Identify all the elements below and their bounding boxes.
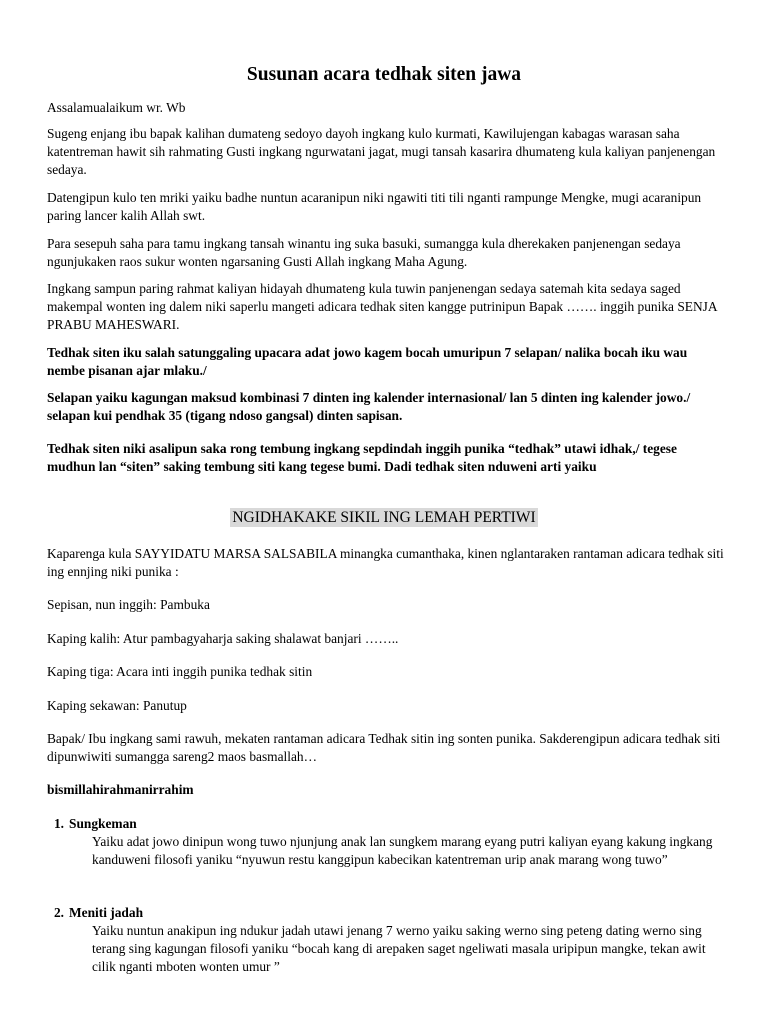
greeting-paragraph: Assalamualaikum wr. Wb: [47, 100, 186, 115]
step-description: Yaiku nuntun anakipun ing ndukur jadah utawi jenang 7 werno yaiku saking werno sing peteng dating werno sing terang sing kagungan filosofi yaniku “bocah kang di arepaken saget ngeliwati masala uripipun mangke, tekan awit cilik nganti mboten wonten umur ”: [92, 923, 706, 974]
occasion-paragraph: Ingkang sampun paring rahmat kaliyan hidayah dhumateng kula tuwin panjenengan sedaya satemah kita sedaya saged makempal wonten ing dalem niki saperlu mangeti adicara tedhak siten kangge putrinipun Bapak ……. inggih punika SENJA PRABU MAHESWARI.: [47, 281, 717, 332]
step-description: Yaiku adat jowo dinipun wong tuwo njunjung anak lan sungkem marang eyang putri kaliyan eyang kakung ingkang kanduweni filosofi yaniku “nyuwun restu kanggipun kabecikan katentreman urip anak marang wong tuwo”: [92, 834, 713, 867]
highlighted-subtitle: NGIDHAKAKE SIKIL ING LEMAH PERTIWI: [232, 509, 536, 526]
step-title: Sungkeman: [69, 816, 137, 831]
step-title: Meniti jadah: [69, 905, 144, 920]
opening-paragraph: Sugeng enjang ibu bapak kalihan dumateng sedoyo dayoh ingkang kulo kurmati, Kawilujengan kabagas warasan saha katentreman hawit sih rahmating Gusti ingkang ngurwatani jagat, mugi tansah kasarira dhumateng kula kaliyan panjenengan sedaya.: [47, 126, 716, 177]
program-item: Sepisan, nun inggih: Pambuka: [47, 597, 210, 612]
program-item: Kaping kalih: Atur pambagyaharja saking shalawat banjari ……..: [47, 631, 399, 646]
subtitle-container: [0, 508, 768, 527]
program-intro-paragraph: Kaparenga kula SAYYIDATU MARSA SALSABILA minangka cumanthaka, kinen nglantaraken rantaman adicara tedhak siti ing ennjing niki punika :: [47, 546, 724, 579]
step-number: 2.: [53, 905, 64, 920]
program-closing-paragraph: Bapak/ Ibu ingkang sami rawuh, mekaten rantaman adicara Tedhak sitin ing sonten punika. Sakderengipun adicara tedhak siti dipunwiwiti sumangga sareng2 maos basmallah…: [47, 731, 721, 764]
program-item: Kaping sekawan: Panutup: [47, 698, 187, 713]
basmallah-line: bismillahirahmanirrahim: [47, 782, 194, 797]
document-title: Susunan acara tedhak siten jawa: [246, 64, 522, 85]
gratitude-paragraph: Para sesepuh saha para tamu ingkang tansah winantu ing suka basuki, sumangga kula dherekaken panjenengan sedaya ngunjukaken raos sukur wonten ngarsaning Gusti Allah ingkang Maha Agung.: [47, 236, 681, 269]
program-item: Kaping tiga: Acara inti inggih punika tedhak sitin: [47, 664, 313, 679]
etymology-paragraph: Tedhak siten niki asalipun saka rong tembung ingkang sepdindah inggih punika “tedhak” utawi idhak,/ tegese mudhun lan “siten” saking tembung siti kang tegese bumi. Dadi tedhak siten nduweni arti yaiku: [47, 441, 677, 474]
purpose-paragraph: Datengipun kulo ten mriki yaiku badhe nuntun acaranipun niki ngawiti titi tili nganti rampunge Mengke, mugi acaranipun paring lancer kalih Allah swt.: [47, 190, 702, 223]
selapan-paragraph: Selapan yaiku kagungan maksud kombinasi 7 dinten ing kalender internasional/ lan 5 dinten ing kalender jowo./ selapan kui pendhak 35 (tigang ndoso gangsal) dinten sapisan.: [47, 390, 691, 423]
definition-paragraph: Tedhak siten iku salah satunggaling upacara adat jowo kagem bocah umuripun 7 selapan/ nalika bocah iku wau nembe pisanan ajar mlaku./: [47, 345, 688, 378]
step-heading: [40, 815, 720, 833]
step-heading: [40, 904, 720, 922]
step-number: 1.: [53, 816, 64, 831]
